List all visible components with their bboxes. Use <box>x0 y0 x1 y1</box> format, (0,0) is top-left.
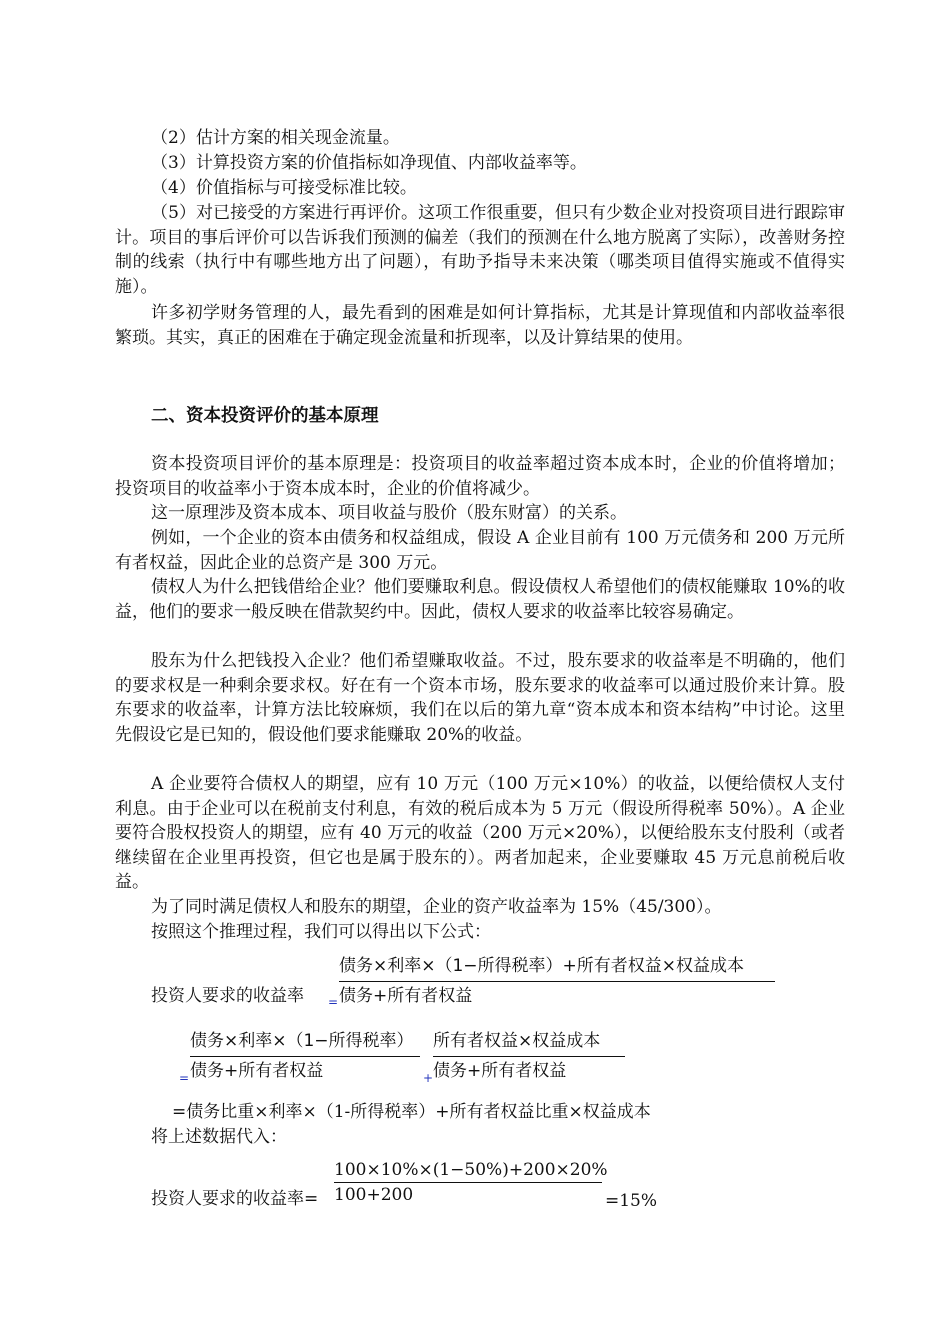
formula1-equals: = <box>328 995 339 1009</box>
section-heading: 二、资本投资评价的基本原理 <box>151 406 379 426</box>
paragraph-example: 例如，一个企业的资本由债务和权益组成，假设 A 企业目前有 100 万元债务和 200 万元所有者权益，因此企业的总资产是 300 万元。 <box>115 528 845 573</box>
paragraph-difficulty: 许多初学财务管理的人，最先看到的困难是如何计算指标，尤其是计算现值和内部收益率很繁琐。其实，真正的困难在于确定现金流量和折现率，以及计算结果的使用。 <box>115 303 845 348</box>
paragraph-principle: 资本投资项目评价的基本原理是：投资项目的收益率超过资本成本时，企业的价值将增加；投资项目的收益率小于资本成本时，企业的价值将减少。 <box>115 454 845 499</box>
formula2-numerator-1: 债务×利率×（1−所得税率） <box>190 1031 414 1051</box>
paragraph-creditors: 债权人为什么把钱借给企业？他们要赚取利息。假设债权人希望他们的债权能赚取 10%的收益，他们的要求一般反映在借款契约中。因此，债权人要求的收益率比较容易确定。 <box>115 577 845 622</box>
formula2-denominator-1: 债务+所有者权益 <box>190 1061 324 1081</box>
step-3: （3）计算投资方案的价值指标如净现值、内部收益率等。 <box>151 153 587 173</box>
step-2: （2）估计方案的相关现金流量。 <box>151 128 400 148</box>
formula-3: =债务比重×利率×（1-所得税率）+所有者权益比重×权益成本 <box>172 1102 651 1122</box>
paragraph-a-company: A 企业要符合债权人的期望，应有 10 万元（100 万元×10%）的收益，以便给债权人支付利息。由于企业可以在税前支付利息，有效的税后成本为 5 万元（假设所得税率 50%）。A 企业要符合股权投资人的期望，应有 40 万元的收益（200 万元×20%），以便给股东支付股利（或者继续留在企业里再投资，但它也是属于股东的）。两者加起来，企业要赚取 45 万元息前税后收益。 <box>115 774 845 892</box>
paragraph-relation: 这一原理涉及资本成本、项目收益与股价（股东财富）的关系。 <box>151 503 627 523</box>
formula1-numerator: 债务×利率×（1−所得税率）+所有者权益×权益成本 <box>339 956 745 976</box>
formula2-numerator-2: 所有者权益×权益成本 <box>433 1031 601 1051</box>
formula1-denominator: 债务+所有者权益 <box>339 986 473 1006</box>
step-4: （4）价值指标与可接受标准比较。 <box>151 178 417 198</box>
paragraph-shareholders: 股东为什么把钱投入企业？他们希望赚取收益。不过，股东要求的收益率是不明确的，他们的要求权是一种剩余要求权。好在有一个资本市场，股东要求的收益率可以通过股价来计算。股东要求的收益率，计算方法比较麻烦，我们在以后的第九章“资本成本和资本结构”中讨论。这里先假设它是已知的，假设他们要求能赚取 20%的收益。 <box>115 651 845 745</box>
formula1-fraction-bar <box>339 981 775 982</box>
paragraph-derivation: 按照这个推理过程，我们可以得出以下公式： <box>151 922 491 942</box>
formula4-numerator: 100×10%×(1−50%)+200×20% <box>334 1160 608 1180</box>
formula2-fraction-bar-2 <box>433 1056 625 1057</box>
paragraph-asset-return: 为了同时满足债权人和股东的期望，企业的资产收益率为 15%（45/300）。 <box>151 897 722 917</box>
formula4-denominator: 100+200 <box>334 1185 414 1205</box>
formula2-plus: + <box>423 1071 434 1085</box>
substitute-line: 将上述数据代入： <box>151 1127 287 1147</box>
step-5: （5）对已接受的方案进行再评价。这项工作很重要，但只有少数企业对投资项目进行跟踪审计。项目的事后评价可以告诉我们预测的偏差（我们的预测在什么地方脱离了实际），改善财务控制的线索（执行中有哪些地方出了问题），有助予指导未来决策（哪类项目值得实施或不值得实施）。 <box>115 203 845 297</box>
formula2-equals: = <box>179 1071 190 1085</box>
formula2-denominator-2: 债务+所有者权益 <box>433 1061 567 1081</box>
formula4-result: =15% <box>605 1191 658 1211</box>
formula1-label: 投资人要求的收益率 <box>151 986 304 1006</box>
formula2-fraction-bar-1 <box>190 1056 420 1057</box>
formula4-label: 投资人要求的收益率= <box>151 1189 319 1209</box>
